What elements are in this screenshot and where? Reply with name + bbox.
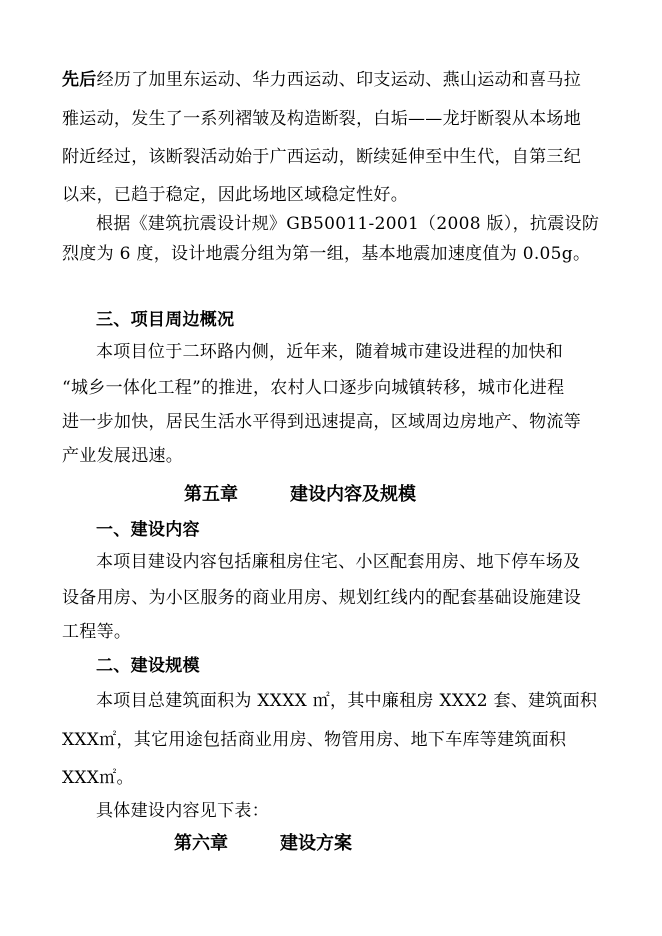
chapter-five-title: 建设内容及规模 (290, 484, 416, 505)
geology-line-2: 雅运动，发生了一系列褶皱及构造断裂，白垢——龙圩断裂从本场地 (62, 109, 581, 129)
section-content-line-2: 设备用房、为小区服务的商业用房、规划红线内的配套基础设施建设 (62, 588, 581, 608)
chapter-five-number: 第五章 (184, 484, 238, 505)
chapter-six-heading (174, 832, 352, 856)
section-three-heading: 三、项目周边概况 (96, 310, 235, 330)
section-content-heading: 一、建设内容 (96, 520, 200, 540)
section-content-line-1: 本项目建设内容包括廉租房住宅、小区配套用房、地下停车场及 (96, 552, 581, 572)
seismic-line-1: 根据《建筑抗震设计规》GB50011-2001（2008 版），抗震设防 (96, 214, 600, 234)
chapter-six-number: 第六章 (174, 833, 228, 854)
geology-line-1-text: 经历了加里东运动、华力西运动、印支运动、燕山运动和喜马拉 (96, 70, 582, 90)
geology-line-4: 以来，已趋于稳定，因此场地区域稳定性好。 (62, 185, 408, 205)
section-three-line-4: 产业发展迅速。 (62, 446, 184, 466)
section-scale-line-2: XXX㎡，其它用途包括商业用房、物管用房、地下车库等建筑面积 (62, 730, 567, 750)
section-three-line-2: “城乡一体化工程”的推进，农村人口逐步向城镇转移，城市化进程 (62, 378, 565, 398)
geology-line-3: 附近经过，该断裂活动始于广西运动，断续延伸至中生代，自第三纪 (62, 147, 581, 167)
chapter-five-heading (184, 483, 416, 507)
section-scale-line-4: 具体建设内容见下表： (96, 801, 269, 821)
seismic-line-2: 烈度为 6 度，设计地震分组为第一组，基本地震加速度值为 0.05g。 (62, 244, 591, 264)
chapter-six-title: 建设方案 (280, 833, 352, 854)
geology-line-1 (62, 68, 581, 92)
section-content-line-3: 工程等。 (62, 622, 132, 642)
section-scale-heading: 二、建设规模 (96, 656, 200, 676)
section-scale-line-3: XXX㎡。 (62, 768, 134, 788)
geology-lead-bold: 先后 (62, 70, 97, 90)
section-three-line-1: 本项目位于二环路内侧，近年来，随着城市建设进程的加快和 (96, 342, 564, 362)
section-scale-line-1: 本项目总建筑面积为 XXXX ㎡，其中廉租房 XXX2 套、建筑面积 (96, 691, 598, 711)
section-three-line-3: 进一步加快，居民生活水平得到迅速提高，区域周边房地产、物流等 (62, 412, 581, 432)
